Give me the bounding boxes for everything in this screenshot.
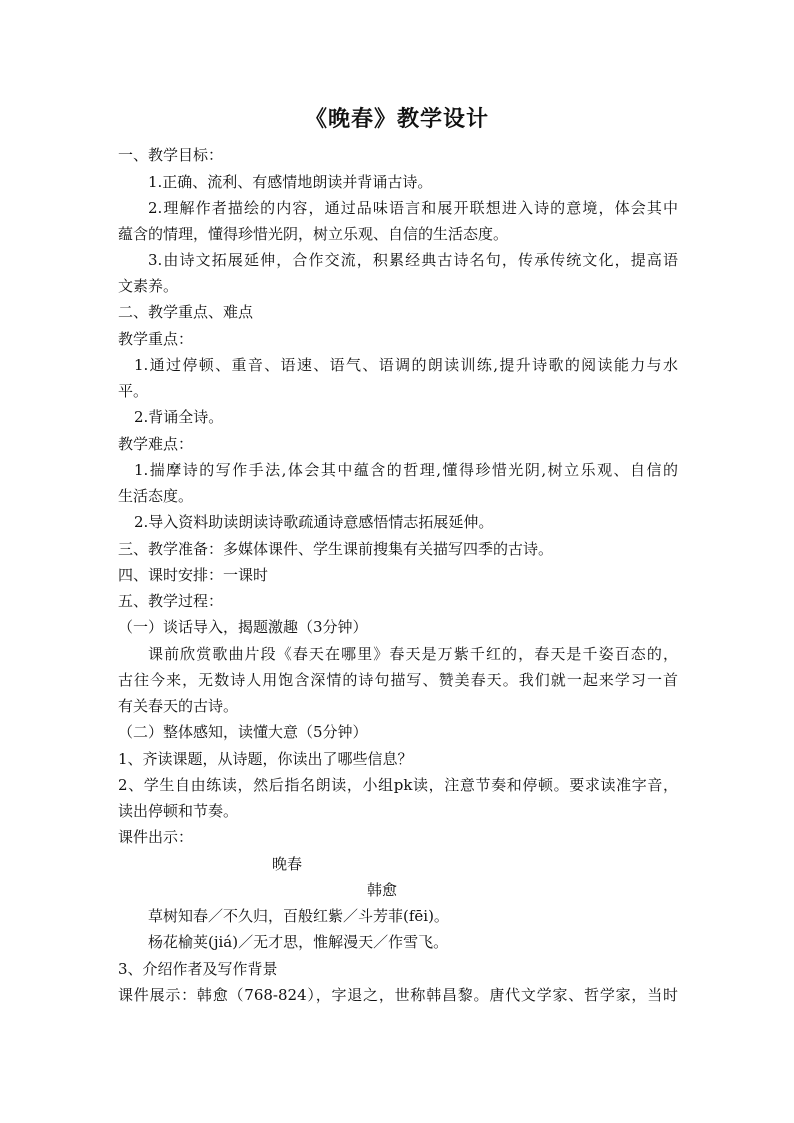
paragraph-line: 1.正确、流利、有感情地朗读并背诵古诗。 [148, 173, 433, 191]
subheading-step-1: （一）谈话导入，揭题激趣（3分钟） [118, 618, 368, 636]
paragraph-line: 2、学生自由练读，然后指名朗读，小组pk读，注意节奏和停顿。要求读准字音， [118, 776, 678, 794]
paragraph-line: 1.揣摩诗的写作手法,体会其中蕴含的哲理,懂得珍惜光阴,树立乐观、自信的 [134, 461, 678, 479]
subheading-difficulties: 教学难点： [118, 435, 194, 453]
paragraph-line: 古往今来，无数诗人用饱含深情的诗句描写、赞美春天。我们就一起来学习一首 [118, 671, 678, 689]
paragraph-line: 生活态度。 [118, 487, 194, 505]
subheading-key-points: 教学重点： [118, 330, 194, 348]
paragraph-line: 2.导入资料助读朗读诗歌疏通诗意感悟情志拓展延伸。 [134, 513, 494, 531]
section-heading-process: 五、教学过程： [118, 592, 224, 610]
paragraph-line: 2.背诵全诗。 [134, 408, 224, 426]
paragraph-line: 1、齐读课题，从诗题，你读出了哪些信息？ [118, 750, 413, 768]
paragraph-line: 课件展示：韩愈（768-824），字退之，世称韩昌黎。唐代文学家、哲学家，当时 [118, 986, 678, 1004]
poem-line: 草树知春／不久归，百般红紫／斗芳菲(fēi)。 [148, 907, 449, 925]
paragraph-line: 课件出示： [118, 828, 194, 846]
paragraph-line: 2.理解作者描绘的内容，通过品味语言和展开联想进入诗的意境，体会其中 [148, 199, 678, 217]
paragraph-line: 文素养。 [118, 277, 179, 295]
section-heading-preparation: 三、教学准备：多媒体课件、学生课前搜集有关描写四季的古诗。 [118, 540, 554, 558]
paragraph-line: 读出停顿和节奏。 [118, 802, 239, 820]
paragraph-line: 课前欣赏歌曲片段《春天在哪里》春天是万紫千红的，春天是千姿百态的， [148, 645, 678, 663]
section-heading-schedule: 四、课时安排：一课时 [118, 566, 269, 584]
document-title: 《晚春》教学设计 [304, 106, 489, 132]
section-heading-goals: 一、教学目标： [118, 146, 224, 164]
paragraph-line: 蕴含的情理，懂得珍惜光阴，树立乐观、自信的生活态度。 [118, 225, 509, 243]
poem-author: 韩愈 [367, 881, 398, 899]
poem-title: 晚春 [272, 855, 303, 873]
paragraph-line: 平。 [118, 382, 149, 400]
subheading-step-2: （二）整体感知，读懂大意（5分钟） [118, 723, 368, 741]
paragraph-line: 3、介绍作者及写作背景 [118, 960, 278, 978]
section-heading-key-points: 二、教学重点、难点 [118, 303, 254, 321]
poem-line: 杨花榆荚(jiá)／无才思，惟解漫天／作雪飞。 [148, 933, 449, 951]
paragraph-line: 1.通过停顿、重音、语速、语气、语调的朗读训练,提升诗歌的阅读能力与水 [134, 356, 678, 374]
paragraph-line: 有关春天的古诗。 [118, 697, 239, 715]
paragraph-line: 3.由诗文拓展延伸，合作交流，积累经典古诗名句，传承传统文化，提高语 [148, 251, 678, 269]
